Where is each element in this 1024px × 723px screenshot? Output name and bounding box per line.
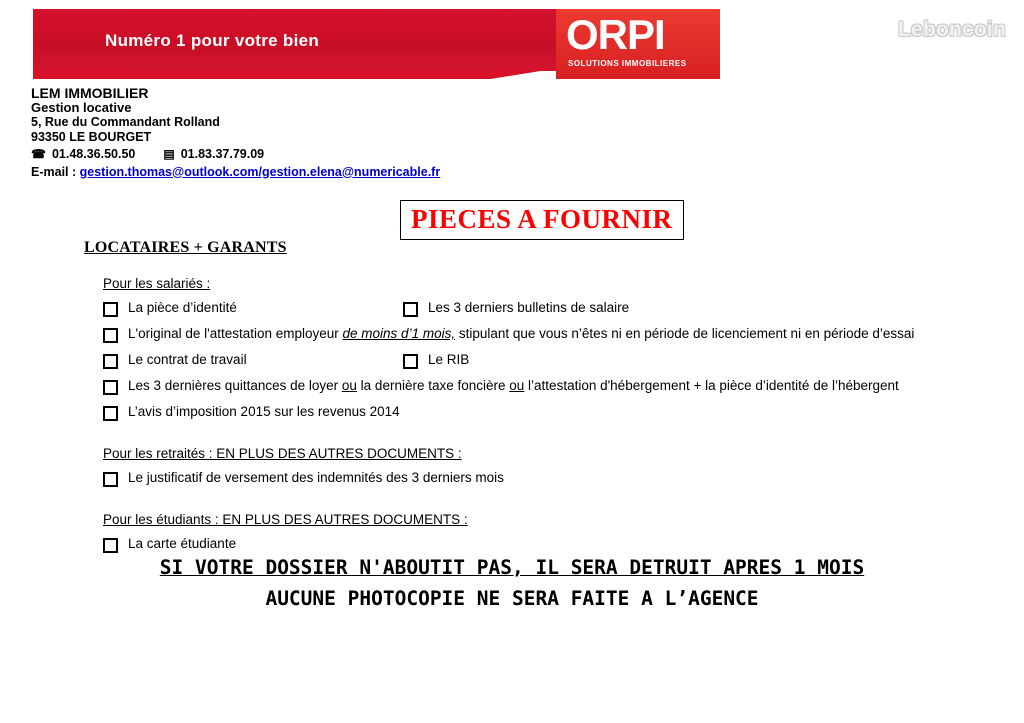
checklist-item[interactable] <box>103 469 504 487</box>
checkbox-icon[interactable] <box>103 328 118 343</box>
checkbox-icon[interactable] <box>403 302 418 317</box>
checklist-row <box>103 377 1008 397</box>
checklist-item-label: Le contrat de travail <box>128 352 247 367</box>
checklist-item-label: La pièce d’identité <box>128 300 237 315</box>
checklist-item-label: Les 3 dernières quittances de loyer ou la dernière taxe foncière ou l’attestation d'hébergement + la pièce d’identité de l’hébergent <box>128 378 899 393</box>
footer-notice-line1: SI VOTRE DOSSIER N'ABOUTIT PAS, IL SERA DETRUIT APRES 1 MOIS <box>159 556 865 579</box>
checklist-item-label: La carte étudiante <box>128 536 237 551</box>
checklist-row <box>103 403 1008 423</box>
agency-fax: 01.83.37.79.09 <box>180 147 265 161</box>
checklist-item[interactable] <box>103 377 899 395</box>
checklist-item[interactable] <box>403 351 469 369</box>
checklist-item-label: Le justificatif de versement des indemnités des 3 derniers mois <box>128 470 504 485</box>
group-title-salaries: Pour les salariés : <box>103 276 211 291</box>
orpi-logo-text: ORPI <box>566 11 665 58</box>
leboncoin-watermark: Leboncoin <box>898 18 1006 41</box>
agency-contact-row <box>31 147 440 162</box>
checkbox-icon[interactable] <box>103 472 118 487</box>
checklist-item[interactable] <box>103 351 247 369</box>
checklist-item[interactable] <box>103 403 400 421</box>
agency-city: 93350 LE BOURGET <box>31 129 152 144</box>
spacer <box>103 495 1008 511</box>
checkbox-icon[interactable] <box>103 406 118 421</box>
checklist-item[interactable] <box>403 299 629 317</box>
checklist-row <box>103 469 1008 489</box>
page-title: PIECES A FOURNIR <box>411 204 673 234</box>
checkbox-icon[interactable] <box>103 354 118 369</box>
checklist-item-label: Les 3 derniers bulletins de salaire <box>428 300 630 315</box>
checklist-item[interactable] <box>103 535 236 553</box>
checkbox-icon[interactable] <box>403 354 418 369</box>
orpi-logo-subtitle: SOLUTIONS IMMOBILIERES <box>568 59 687 68</box>
footer-notice-line2: AUCUNE PHOTOCOPIE NE SERA FAITE A L’AGENCE <box>265 587 759 610</box>
section-heading: LOCATAIRES + GARANTS <box>84 239 287 256</box>
checklist-row <box>103 351 1008 371</box>
agency-department: Gestion locative <box>31 99 132 115</box>
checklist-item-label: L'original de l'attestation employeur de moins d’1 mois, stipulant que vous n’êtes ni en période de licenciement ni en période d’essai <box>128 326 915 341</box>
group-title-retraites: Pour les retraités : EN PLUS DES AUTRES DOCUMENTS : <box>103 446 462 461</box>
checkbox-icon[interactable] <box>103 302 118 317</box>
document-title-box <box>400 200 684 240</box>
email-label: E-mail : <box>31 164 77 179</box>
checklist-area <box>103 275 1008 561</box>
fax-icon: ▤ <box>163 147 175 161</box>
checkbox-icon[interactable] <box>103 538 118 553</box>
phone-icon: ☎ <box>31 147 46 161</box>
orpi-logo <box>556 9 720 79</box>
agency-phone: 01.48.36.50.50 <box>51 147 136 161</box>
checkbox-icon[interactable] <box>103 380 118 395</box>
agency-info-block <box>31 86 440 179</box>
agency-email-row <box>31 165 440 180</box>
checklist-item-label: Le RIB <box>428 352 470 367</box>
checklist-item[interactable] <box>103 325 914 343</box>
agency-address: 5, Rue du Commandant Rolland <box>31 115 220 129</box>
spacer <box>103 429 1008 445</box>
group-title-etudiants: Pour les étudiants : EN PLUS DES AUTRES DOCUMENTS : <box>103 512 468 527</box>
footer-notice <box>0 552 1024 614</box>
header-banner <box>33 9 720 79</box>
checklist-item-label: L’avis d’imposition 2015 sur les revenus 2014 <box>128 404 400 419</box>
checklist-row <box>103 325 1008 345</box>
checklist-row <box>103 299 1008 319</box>
agency-email-link[interactable]: gestion.thomas@outlook.com/gestion.elena@numericable.fr <box>79 164 441 179</box>
checklist-item[interactable] <box>103 299 237 317</box>
banner-slogan: Numéro 1 pour votre bien <box>105 31 320 50</box>
agency-name: LEM IMMOBILIER <box>31 85 149 101</box>
